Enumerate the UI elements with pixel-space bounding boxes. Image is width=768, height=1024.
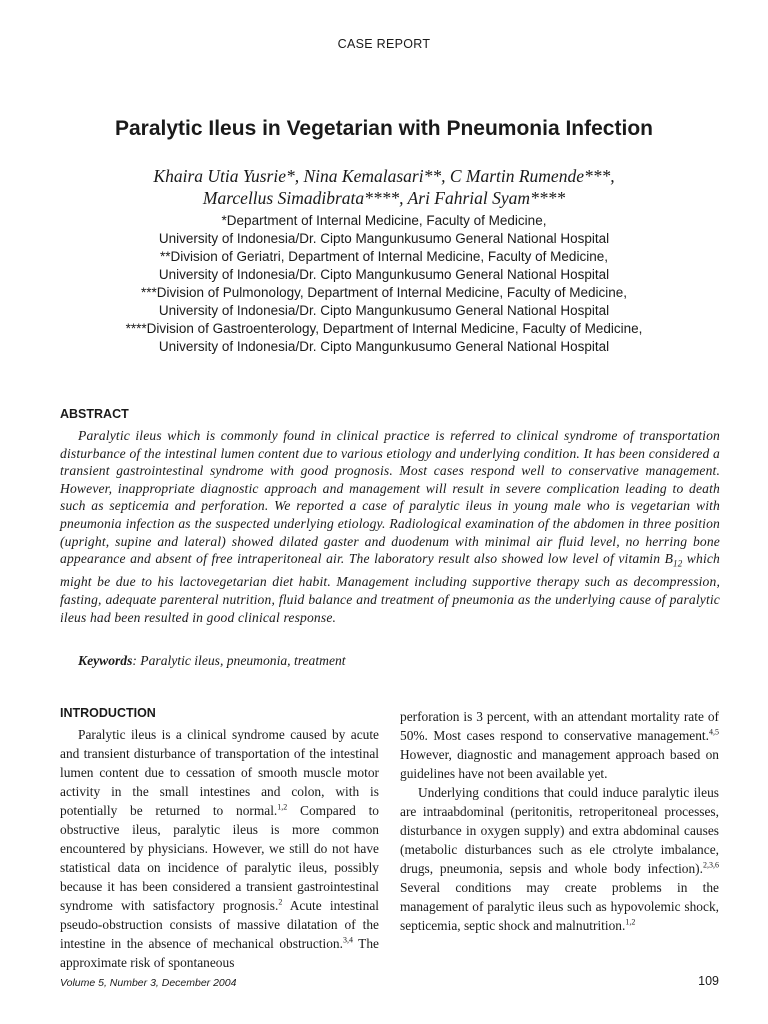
- paper-title: Paralytic Ileus in Vegetarian with Pneumonia Infection: [115, 117, 653, 140]
- keywords-label: Keywords: [78, 653, 133, 668]
- affiliation-line: **Division of Geriatri, Department of Internal Medicine, Faculty of Medicine,: [160, 249, 608, 264]
- citation: 3,4: [342, 935, 353, 945]
- citation: 4,5: [709, 727, 719, 737]
- text-run: Compared to obstructive ileus, paralytic ileus is more common encountered by physicians. However, we still do not have statistical data on incidence of paralytic ileus, possibly because it has been considered a transient gastrointestinal syndrome with satisfactory prognosis.: [60, 803, 380, 913]
- text-run: Underlying conditions that could induce paralytic ileus are intraabdominal (peritonitis, retroperitoneal processes, disturbance in oxygen supply) and extra abdominal causes (metabolic disturbances such as ele ctrolyte imbalance, drugs, pneumonia, sepsis and whole body infection).: [400, 785, 719, 876]
- journal-issue: Volume 5, Number 3, December 2004: [60, 977, 237, 989]
- affiliation-line: University of Indonesia/Dr. Cipto Mangunkusumo General National Hospital: [158, 231, 610, 246]
- section-label: CASE REPORT: [337, 37, 431, 51]
- affiliation-line: ****Division of Gastroenterology, Department of Internal Medicine, Faculty of Medicine,: [125, 321, 643, 336]
- text-run: Acute intestinal pseudo-obstruction consists of massive dilatation of the intestine in the absence of mechanical obstruction.: [60, 898, 379, 951]
- author-line: Khaira Utia Yusrie*, Nina Kemalasari**, C Martin Rumende***,: [153, 166, 615, 186]
- affiliation-line: ***Division of Pulmonology, Department of Internal Medicine, Faculty of Medicine,: [141, 285, 627, 300]
- left-column: [60, 725, 379, 972]
- page-number: 109: [698, 974, 719, 988]
- affiliation-line: *Department of Internal Medicine, Faculty of Medicine,: [221, 213, 547, 228]
- affiliation-line: University of Indonesia/Dr. Cipto Mangunkusumo General National Hospital: [158, 267, 610, 282]
- abstract-text-part: which might be due to his lactovegetarian diet habit. Management including supportive therapy such as decompression, fasting, adequate parenteral nutrition, fluid balance and treatment of pneumonia as the underlying cause of paralytic ileus had been resulted in good clinical response.: [60, 551, 720, 625]
- affiliation-line: University of Indonesia/Dr. Cipto Mangunkusumo General National Hospital: [158, 339, 610, 354]
- affiliation-line: University of Indonesia/Dr. Cipto Mangunkusumo General National Hospital: [158, 303, 610, 318]
- abstract-text-part: Paralytic ileus which is commonly found in clinical practice is referred to clinical syndrome of transportation disturbance of the intestinal lumen content due to various etiology and underlying condition. It has been considered a transient gastrointestinal syndrome with good prognosis. Most cases respond well to conservative management. However, inappropriate diagnostic approach and management will result in severe complication leading to death such as septicemia and perforation. We reported a case of paralytic ileus in young male who is vegetarian with pneumonia infection as the suspected underlying etiology. Radiological examination of the abdomen in three position (upright, supine and lateral) showed dilated gaster and duodenum with minimal air fluid level, no herring bone appearance and absent of free intraperitoneal air. The laboratory result also showed low level of vitamin B: [60, 428, 720, 567]
- text-run: perforation is 3 percent, with an attendant mortality rate of 50%. Most cases respond to conservative management.: [400, 709, 719, 743]
- citation: 2,3,6: [703, 860, 719, 870]
- abstract-subscript: 12: [673, 558, 683, 569]
- abstract-text: [60, 427, 720, 626]
- text-run: However, diagnostic and management approach based on guidelines have not been available yet.: [400, 747, 719, 781]
- introduction-heading: INTRODUCTION: [60, 706, 156, 720]
- citation: 2: [278, 897, 283, 907]
- text-run: Several conditions may create problems in the management of paralytic ileus such as hypovolemic shock, septicemia, septic shock and malnutrition.: [400, 880, 719, 933]
- intro-paragraph-2: [400, 783, 719, 935]
- abstract-heading: ABSTRACT: [60, 407, 129, 421]
- intro-paragraph-1: [60, 725, 379, 972]
- affiliation-list: [60, 212, 708, 356]
- keywords: [60, 653, 720, 669]
- citation: 1,2: [625, 917, 636, 927]
- text-run: Paralytic ileus is a clinical syndrome caused by acute and transient disturbance of transportation of the intestinal lumen content due to cessation of smooth muscle motor activity in the small intestines and colon, with is potentially be returned to normal.: [60, 727, 379, 818]
- keywords-text: : Paralytic ileus, pneumonia, treatment: [132, 653, 346, 668]
- intro-paragraph-1-continued: [400, 707, 719, 783]
- author-list: [60, 165, 708, 209]
- right-column: [400, 707, 719, 935]
- author-line: Marcellus Simadibrata****, Ari Fahrial Syam****: [202, 188, 566, 208]
- text-run: The approximate risk of spontaneous: [60, 936, 379, 970]
- citation: 1,2: [277, 802, 288, 812]
